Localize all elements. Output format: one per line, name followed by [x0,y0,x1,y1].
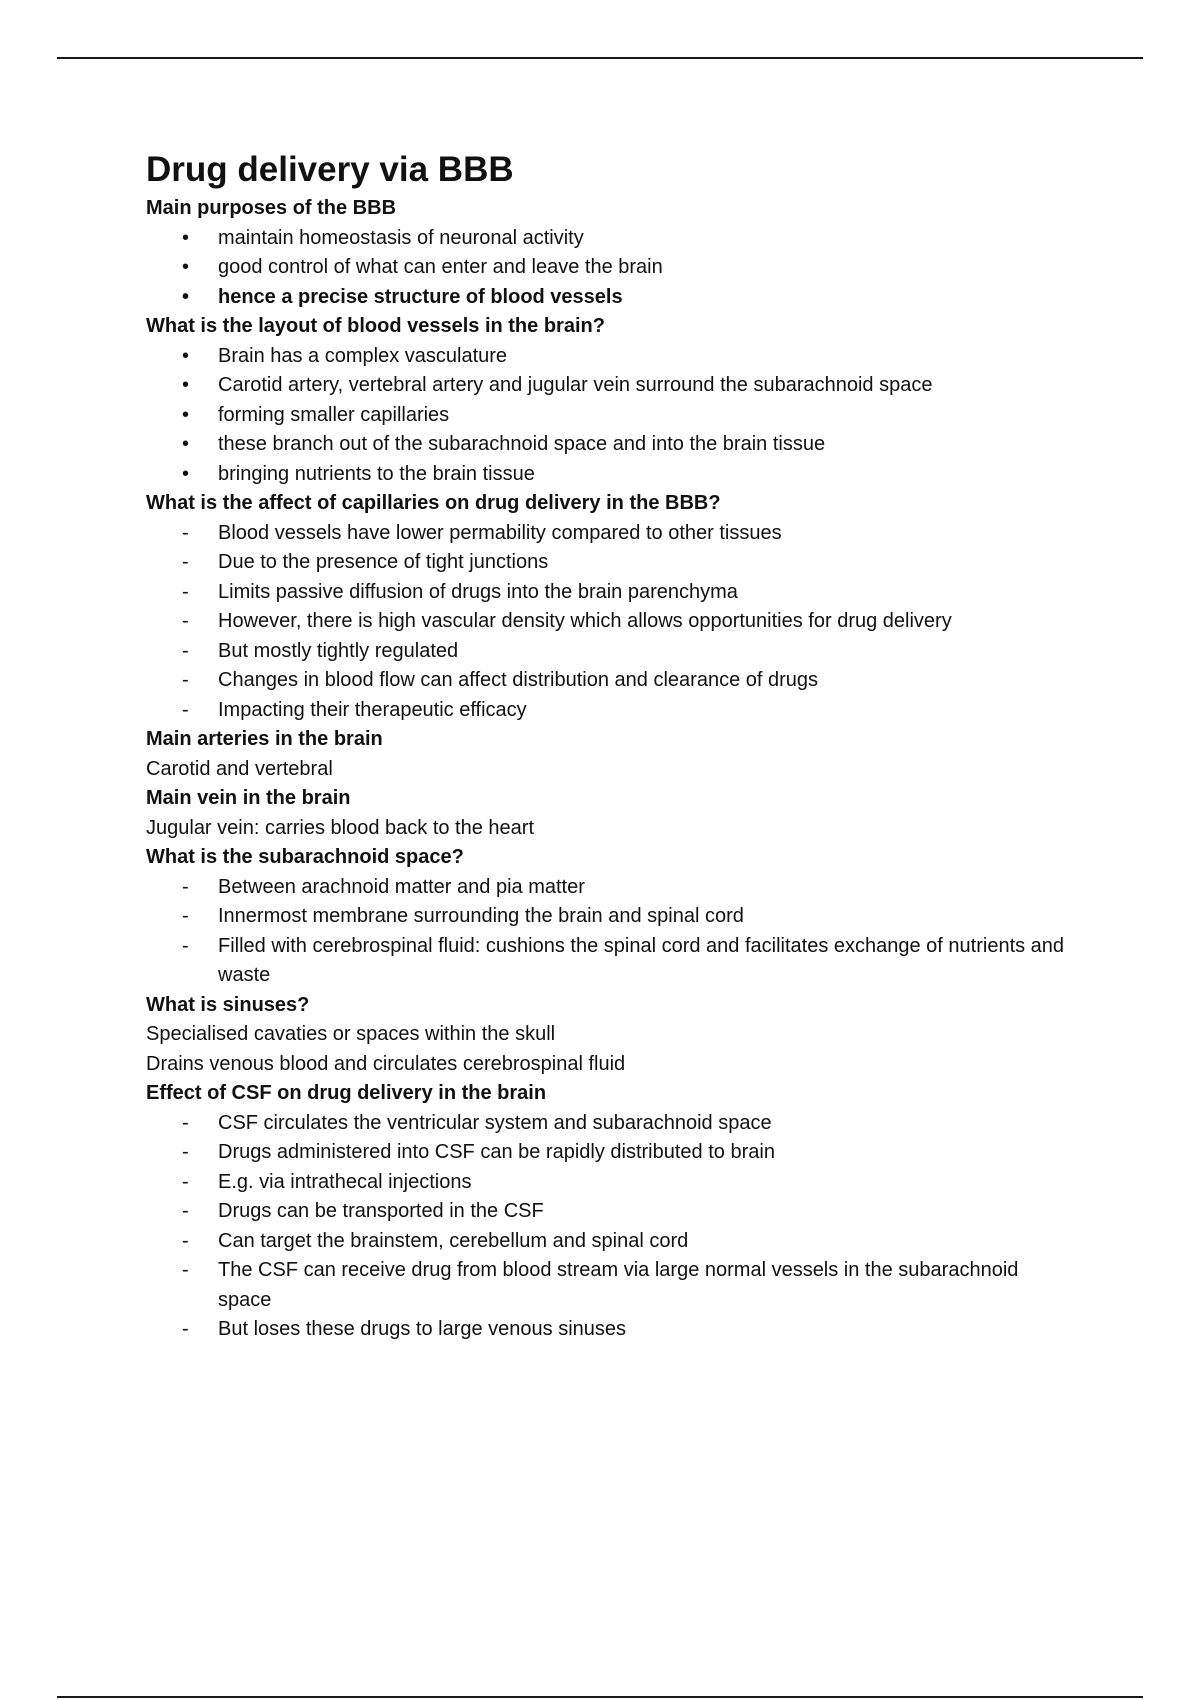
dash-marker: - [182,1200,189,1222]
list-item [146,548,1066,578]
list-item [146,342,1066,372]
list-item-text: these branch out of the subarachnoid space and into the brain tissue [218,433,826,455]
section [146,991,1066,1080]
list-item-text: maintain homeostasis of neuronal activity [218,226,584,249]
list-item-text: bringing nutrients to the brain tissue [218,462,535,485]
section [146,784,1066,843]
document-body [146,146,1066,1345]
list-item [146,430,1066,460]
list-item [146,519,1066,549]
section-heading: Effect of CSF on drug delivery in the brain [146,1082,547,1104]
dash-marker: - [182,1318,189,1340]
list-item [146,1227,1066,1257]
list-item [146,1197,1066,1227]
section [146,1079,1066,1345]
list-item-text: good control of what can enter and leave the brain [218,256,663,278]
section-heading: Main arteries in the brain [146,728,383,750]
list-item-text: forming smaller capillaries [218,403,450,426]
list-item [146,1256,1066,1315]
dash-marker: - [182,1141,189,1163]
bullet-list [146,224,1066,313]
dash-marker: - [182,934,189,957]
list-item-text: Innermost membrane surrounding the brain and spinal cord [218,905,744,927]
list-item-text: E.g. via intrathecal injections [218,1170,472,1193]
bullet-marker: • [182,256,190,278]
list-item-text: Limits passive diffusion of drugs into the brain parenchyma [218,580,738,603]
dash-marker: - [182,669,189,691]
list-item-text: Blood vessels have lower permability compared to other tissues [218,521,782,544]
list-item-text: Due to the presence of tight junctions [218,551,549,573]
dash-list [146,519,1066,726]
dash-list [146,1109,1066,1345]
bullet-marker: • [182,374,190,396]
section-heading: What is the subarachnoid space? [146,846,464,868]
list-item [146,1315,1066,1345]
paragraph: Carotid and vertebral [146,757,333,780]
section [146,312,1066,489]
list-item-text: Between arachnoid matter and pia matter [218,875,585,898]
dash-marker: - [182,639,189,662]
paragraph: Specialised cavaties or spaces within the skull [146,1023,556,1045]
section-heading: What is the affect of capillaries on drug delivery in the BBB? [146,492,721,514]
list-item-text: Impacting their therapeutic efficacy [218,698,527,721]
dash-marker: - [182,698,189,721]
section-heading: What is sinuses? [146,993,310,1016]
list-item-text: Brain has a complex vasculature [218,344,508,367]
list-item [146,902,1066,932]
bullet-marker: • [182,226,190,249]
section-heading: Main vein in the brain [146,787,351,809]
dash-marker: - [182,1229,189,1252]
list-item-text: hence a precise structure of blood vessels [218,285,623,308]
list-item-text: The CSF can receive drug from blood stream via large normal vessels in the subarachnoid space [218,1259,1019,1311]
list-item-text: Drugs administered into CSF can be rapidly distributed to brain [218,1141,775,1163]
section [146,725,1066,784]
header-rule [57,57,1143,59]
page-title: Drug delivery via BBB [146,150,514,189]
list-item [146,401,1066,431]
list-item-text: Carotid artery, vertebral artery and jugular vein surround the subarachnoid space [218,374,933,396]
list-item [146,1109,1066,1139]
bullet-marker: • [182,462,190,485]
list-item [146,224,1066,254]
dash-marker: - [182,1170,189,1193]
dash-marker: - [182,1111,189,1134]
dash-marker: - [182,905,189,927]
list-item [146,607,1066,637]
section-heading: What is the layout of blood vessels in the brain? [146,315,605,337]
bullet-marker: • [182,403,190,426]
list-item [146,283,1066,313]
list-item [146,932,1066,991]
section [146,843,1066,991]
list-item [146,460,1066,490]
list-item [146,873,1066,903]
dash-marker: - [182,1259,189,1281]
list-item-text: But loses these drugs to large venous sinuses [218,1318,627,1340]
dash-marker: - [182,551,189,573]
list-item [146,637,1066,667]
list-item [146,696,1066,726]
list-item [146,1168,1066,1198]
bullet-marker: • [182,285,190,308]
list-item-text: Filled with cerebrospinal fluid: cushions the spinal cord and facilitates exchange of nutrients and waste [218,934,1065,986]
list-item-text: Drugs can be transported in the CSF [218,1200,544,1222]
list-item [146,666,1066,696]
dash-marker: - [182,580,189,603]
dash-marker: - [182,521,189,544]
list-item-text: CSF circulates the ventricular system and subarachnoid space [218,1111,772,1134]
section [146,194,1066,312]
bullet-list [146,342,1066,490]
dash-marker: - [182,875,189,898]
dash-marker: - [182,610,189,632]
sections-container [146,194,1066,1345]
dash-list [146,873,1066,991]
list-item [146,578,1066,608]
section-heading: Main purposes of the BBB [146,197,397,219]
list-item [146,371,1066,401]
section [146,489,1066,725]
paragraph: Drains venous blood and circulates cerebrospinal fluid [146,1052,626,1075]
list-item-text: Changes in blood flow can affect distribution and clearance of drugs [218,669,819,691]
list-item-text: But mostly tightly regulated [218,639,459,662]
list-item-text: However, there is high vascular density which allows opportunities for drug delivery [218,610,952,632]
footer-rule [57,1696,1143,1698]
list-item-text: Can target the brainstem, cerebellum and spinal cord [218,1229,689,1252]
list-item [146,1138,1066,1168]
paragraph: Jugular vein: carries blood back to the heart [146,816,534,839]
list-item [146,253,1066,283]
bullet-marker: • [182,344,190,367]
bullet-marker: • [182,433,190,455]
